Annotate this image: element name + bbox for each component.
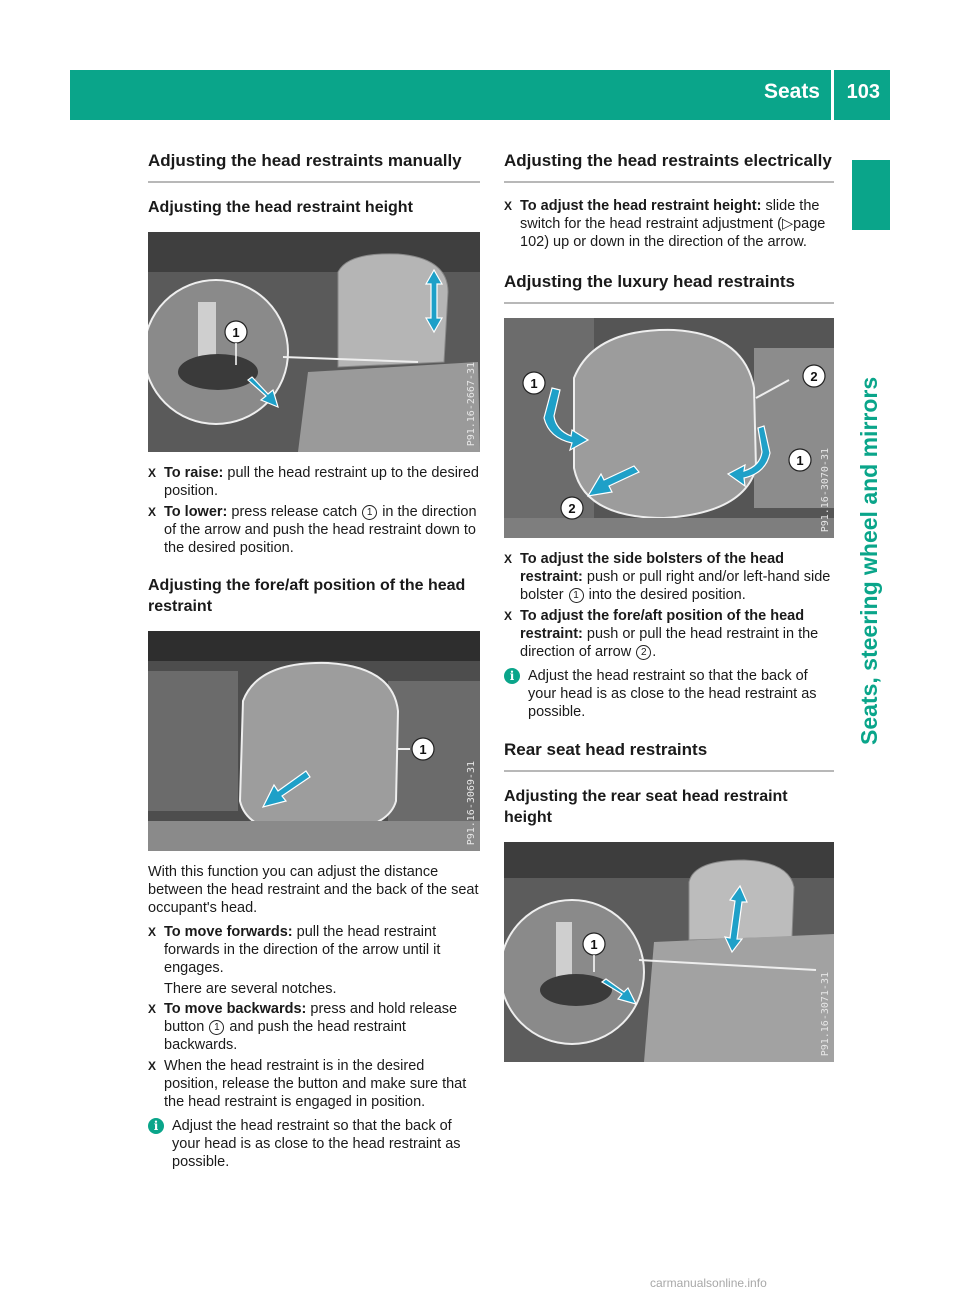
step-text: .	[652, 644, 657, 660]
figure-headrest-foreaft-illustration	[148, 631, 480, 851]
step-text: When the head restraint is in the desired position, release the button and make sure that the head restraint is engaged in position.	[164, 1058, 467, 1110]
rear-restraints-heading: Rear seat head restraints	[504, 739, 834, 772]
callout-2: 2	[810, 369, 818, 384]
step-label: To move forwards:	[164, 924, 293, 940]
electric-restraints-heading: Adjusting the head restraints electrically	[504, 150, 834, 183]
info-icon: i	[504, 668, 520, 684]
left-column	[148, 150, 480, 1171]
step-text: ) up or down in the direction of the arrow.	[544, 234, 807, 250]
step-text: push or pull the head restraint in the direction of arrow	[520, 626, 819, 660]
figure-code: P91.16-3070-31	[820, 447, 831, 532]
callout-1: 1	[232, 325, 240, 340]
height-subheading: Adjusting the head restraint height	[148, 199, 413, 216]
step-text: push or pull right and/or left-hand side bolster	[520, 569, 831, 603]
figure-rear-headrest	[504, 842, 834, 1062]
figure-code: P91.16-2667-31	[466, 361, 477, 446]
callout-1: 1	[796, 453, 804, 468]
figure-headrest-foreaft	[148, 631, 480, 851]
figure-luxury-headrest-illustration	[504, 318, 834, 538]
manual-restraints-heading: Adjusting the head restraints manually	[148, 150, 480, 183]
step-text: press release catch	[231, 504, 358, 520]
figure-luxury-headrest	[504, 318, 834, 538]
callout-1: 1	[590, 937, 598, 952]
step-text: and push the head restraint backwards.	[164, 1019, 406, 1053]
step-text: pull the head restraint up to the desired position.	[164, 465, 479, 499]
step-side-bolsters	[504, 550, 834, 604]
chapter-side-label: Seats, steering wheel and mirrors	[856, 376, 882, 745]
step-label: To raise:	[164, 465, 224, 481]
callout-1: 1	[419, 742, 427, 757]
info-icon: i	[148, 1118, 164, 1134]
info-note	[148, 1117, 480, 1171]
page-ref-arrow-icon: ▷	[781, 216, 794, 232]
step-text: in the direction of the arrow and push the head restraint down to the desired position.	[164, 504, 477, 556]
step-raise	[148, 464, 480, 500]
callout-ref-1: 1	[209, 1020, 224, 1035]
step-marker-icon: X	[148, 925, 157, 939]
step-marker-icon: X	[148, 1059, 157, 1073]
step-label: To lower:	[164, 504, 228, 520]
step-marker-icon: X	[148, 505, 157, 519]
rear-height-subheading: Adjusting the rear seat head restraint height	[504, 788, 788, 826]
figure-code: P91.16-3071-31	[820, 971, 831, 1056]
step-marker-icon: X	[504, 609, 513, 623]
section-title: Seats	[763, 80, 820, 103]
step-foreaft-luxury	[504, 607, 834, 661]
step-label: To adjust the head restraint height:	[520, 198, 762, 214]
step-marker-icon: X	[504, 199, 513, 213]
callout-1: 1	[530, 376, 538, 391]
step-marker-icon: X	[148, 466, 157, 480]
page-header	[70, 70, 890, 120]
function-paragraph: With this function you can adjust the distance between the head restraint and the back of the seat occupant's head.	[148, 864, 479, 916]
foreaft-subheading: Adjusting the fore/aft position of the head restraint	[148, 577, 466, 615]
notches-note: There are several notches.	[164, 981, 337, 997]
step-electric-height	[504, 197, 834, 251]
right-column	[504, 150, 834, 1074]
figure-headrest-height-illustration	[148, 232, 480, 452]
step-marker-icon: X	[504, 552, 513, 566]
callout-ref-1: 1	[362, 505, 377, 520]
step-release	[148, 1057, 480, 1111]
step-label: To adjust the side bolsters of the head restraint:	[520, 551, 784, 585]
step-text: into the desired position.	[588, 587, 746, 603]
info-text: Adjust the head restraint so that the back of your head is as close to the head restraint as possible.	[172, 1118, 461, 1170]
step-marker-icon: X	[148, 1002, 157, 1016]
watermark: carmanualsonline.info	[650, 1276, 767, 1290]
callout-ref-2: 2	[636, 645, 651, 660]
callout-2: 2	[568, 501, 576, 516]
figure-code: P91.16-3069-31	[466, 760, 477, 845]
step-text: press and hold release button	[164, 1001, 458, 1035]
figure-headrest-height	[148, 232, 480, 452]
step-move-forwards	[148, 923, 480, 977]
callout-ref-1: 1	[569, 588, 584, 603]
info-note	[504, 667, 834, 721]
step-label: To adjust the fore/aft position of the head restraint:	[520, 608, 805, 642]
page-number: 103	[846, 81, 880, 103]
luxury-restraints-heading: Adjusting the luxury head restraints	[504, 271, 834, 304]
step-label: To move backwards:	[164, 1001, 307, 1017]
figure-rear-headrest-illustration	[504, 842, 834, 1062]
info-text: Adjust the head restraint so that the back of your head is as close to the head restraint as possible.	[528, 668, 817, 720]
step-move-backwards	[148, 1000, 480, 1054]
step-text: pull the head restraint forwards in the direction of the arrow until it engages.	[164, 924, 441, 976]
step-lower	[148, 503, 480, 557]
step-text: slide the switch for the head restraint adjustment (	[520, 198, 820, 232]
page-reference-link[interactable]: page 102	[520, 216, 826, 250]
header-divider	[831, 70, 834, 120]
